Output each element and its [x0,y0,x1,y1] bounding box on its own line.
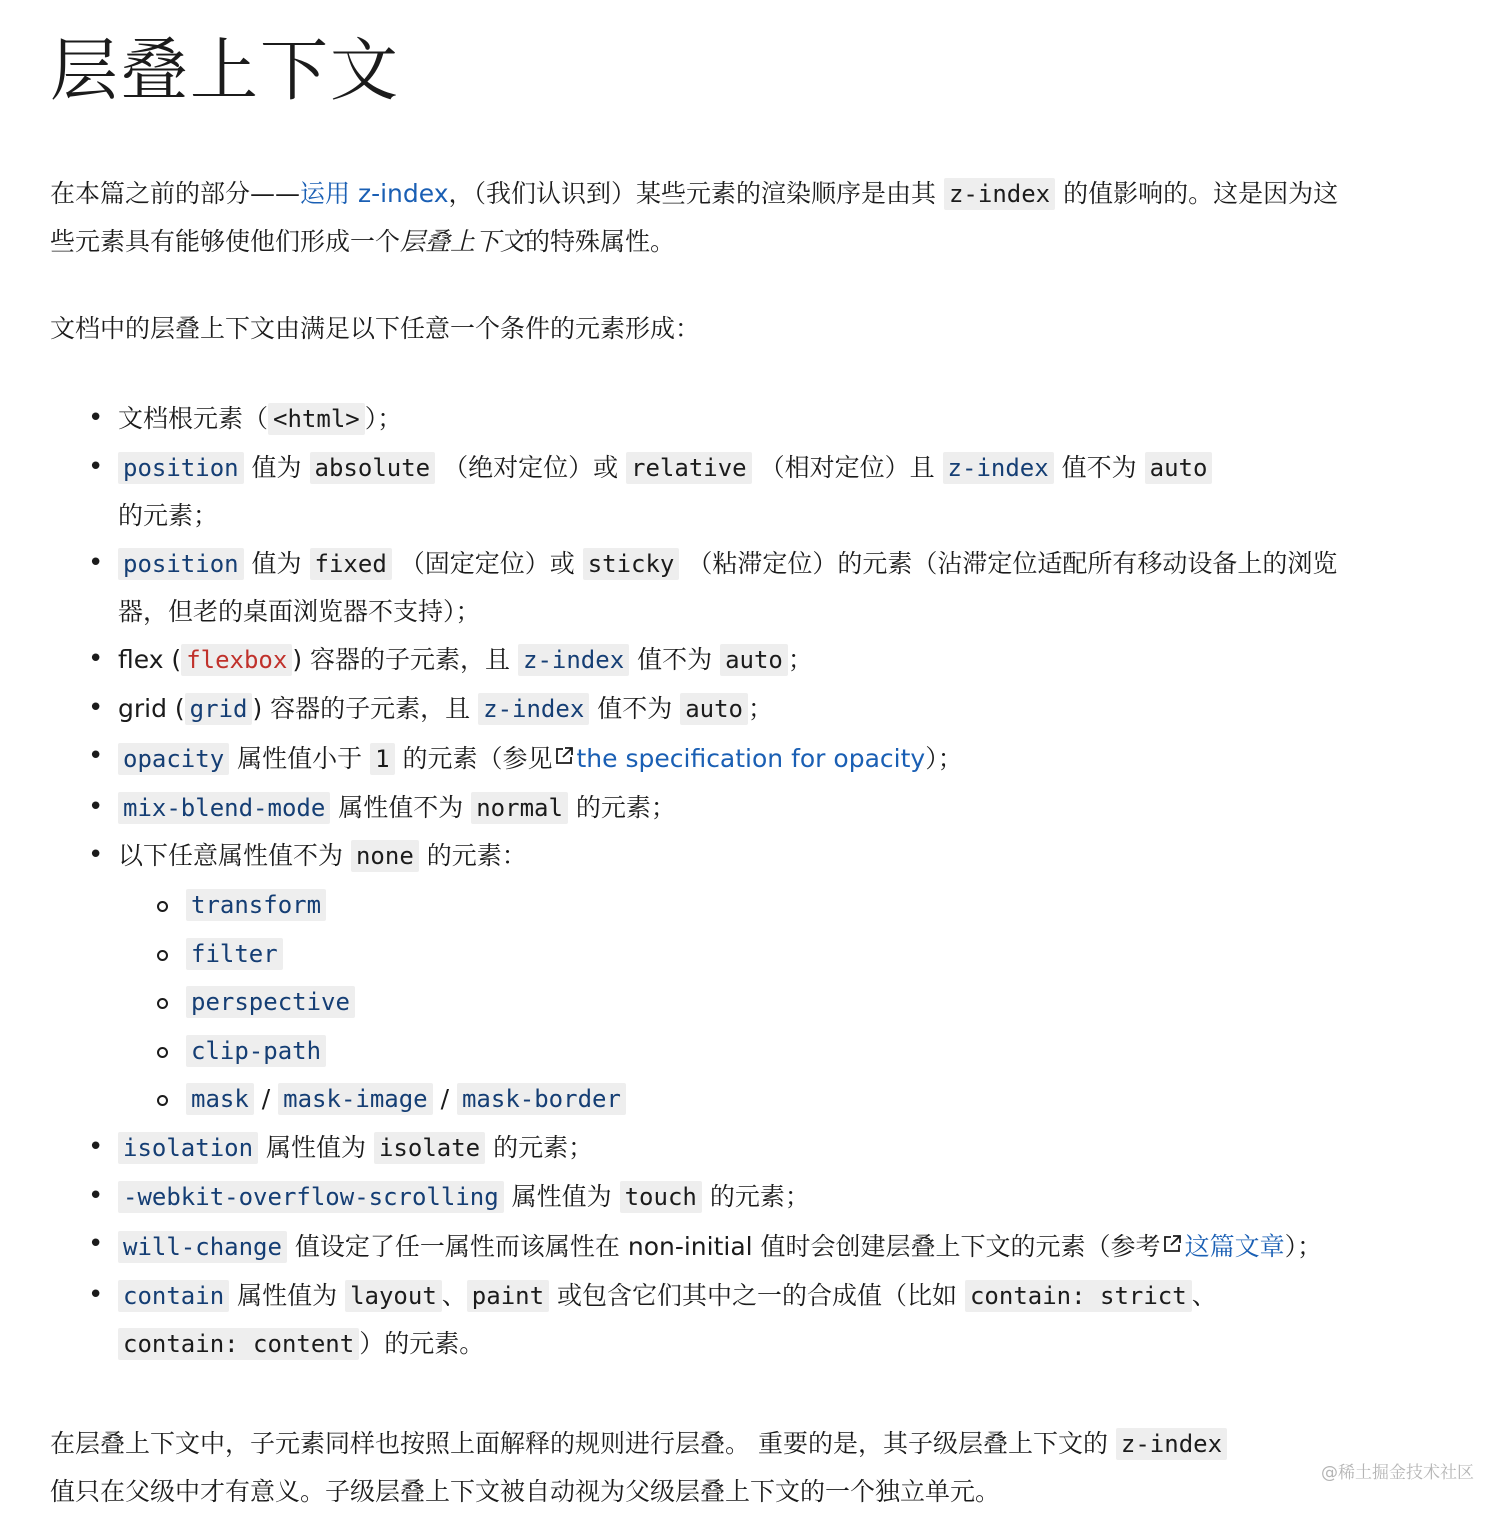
emphasis: 层叠上下文 [400,227,526,256]
article-link[interactable]: 这篇文章 [1184,1232,1285,1262]
outro-paragraph: 在层叠上下文中，子元素同样也按照上面解释的规则进行层叠。 重要的是，其子级层叠上下文的 z-index 值只在父级中才有意义。子级层叠上下文被自动视为父级层叠上下文的一个独立单元。 [50,1420,1340,1515]
z-index-link[interactable]: z-index [943,453,1054,482]
grid-link[interactable]: grid [185,694,253,723]
sub-list-item [118,1027,1340,1076]
watermark: @稀土掘金技术社区 [1321,1463,1474,1483]
inline-code: relative [626,452,752,484]
sub-list-item [118,978,1340,1027]
list-item: • opacity 属性值小于 1 的元素（参见 the specification for opacity）； [50,733,1340,784]
inline-code: auto [680,693,748,725]
inline-code: 1 [370,743,394,775]
z-index-link[interactable]: 运用 z-index [300,179,449,208]
will-change-link[interactable]: will-change [118,1232,287,1261]
intro-paragraph: 在本篇之前的部分——运用 z-index，（我们认识到）某些元素的渲染顺序是由其 z-index 的值影响的。这是因为这些元素具有能够使他们形成一个层叠上下文的特殊属性。 [50,179,1339,256]
list-item: • position 值为 absolute （绝对定位）或 relative （相对定位）且 z-index 值不为 auto 的元素； [50,444,1340,540]
page-title: 层叠上下文 [50,32,401,111]
list-item: • grid ( grid ) 容器的子元素，且 z-index 值不为 auto ； [50,685,1340,734]
inline-code: auto [1145,452,1213,484]
list-item: • contain 属性值为 layout 、 paint 或包含它们其中之一的合成值（比如 contain: strict 、 contain: content ）的元素。 [50,1272,1340,1369]
list-item: • position 值为 fixed （固定定位）或 sticky （粘滞定位）的元素（沾滞定位适配所有移动设备上的浏览器，但老的桌面浏览器不支持）； [50,540,1340,636]
mask-image-link[interactable]: mask-image [278,1084,433,1113]
inline-code: auto [720,644,788,676]
inline-code: touch [620,1181,702,1213]
sub-list-item: mask / mask-image / mask-border [118,1075,1340,1124]
position-link[interactable]: position [118,549,244,578]
inline-code: contain: content [118,1328,359,1360]
conditions-list [50,395,1340,1369]
list-item: • 以下任意属性值不为 none 的元素： transform filter perspective clip-path mask / mask-image / mask-border [50,832,1340,1124]
sub-list-item [118,881,1340,930]
webkit-overflow-scrolling-link[interactable]: -webkit-overflow-scrolling [118,1182,504,1211]
external-link-icon [555,733,573,751]
sub-list [118,881,1340,1124]
inline-code: absolute [310,452,436,484]
mix-blend-mode-link[interactable]: mix-blend-mode [118,793,330,822]
inline-code: <html> [268,403,365,435]
filter-link[interactable]: filter [186,939,283,968]
list-item: • -webkit-overflow-scrolling 属性值为 touch 的元素； [50,1173,1340,1222]
opacity-link[interactable]: opacity [118,744,229,773]
lead-paragraph: 文档中的层叠上下文由满足以下任意一个条件的元素形成： [50,314,701,343]
z-index-link[interactable]: z-index [518,645,629,674]
z-index-link[interactable]: z-index [478,694,589,723]
list-item: • mix-blend-mode 属性值不为 normal 的元素； [50,784,1340,833]
inline-code: normal [471,792,568,824]
inline-code: none [351,840,419,872]
list-item: • will-change 值设定了任一属性而该属性在 non-initial 值时会创建层叠上下文的元素（参考 这篇文章）； [50,1221,1340,1272]
position-link[interactable]: position [118,453,244,482]
inline-code: paint [467,1280,549,1312]
inline-code: z-index [944,178,1055,210]
flexbox-link[interactable]: flexbox [181,645,292,674]
inline-code: contain: strict [965,1280,1192,1312]
list-item: • 文档根元素（ <html> ）； [50,395,1340,444]
sub-list-item [118,930,1340,979]
isolation-link[interactable]: isolation [118,1133,258,1162]
inline-code: z-index [1116,1428,1227,1460]
mask-link[interactable]: mask [186,1084,254,1113]
opacity-spec-link[interactable]: the specification for opacity [576,744,926,774]
transform-link[interactable]: transform [186,890,326,919]
perspective-link[interactable]: perspective [186,987,355,1016]
mask-border-link[interactable]: mask-border [457,1084,626,1113]
inline-code: isolate [374,1132,485,1164]
list-item: • flex ( flexbox ) 容器的子元素，且 z-index 值不为 auto ； [50,636,1340,685]
list-item: • isolation 属性值为 isolate 的元素； [50,1124,1340,1173]
inline-code: layout [345,1280,442,1312]
clip-path-link[interactable]: clip-path [186,1036,326,1065]
contain-link[interactable]: contain [118,1281,229,1310]
inline-code: fixed [310,548,392,580]
inline-code: sticky [583,548,680,580]
external-link-icon [1163,1221,1181,1239]
